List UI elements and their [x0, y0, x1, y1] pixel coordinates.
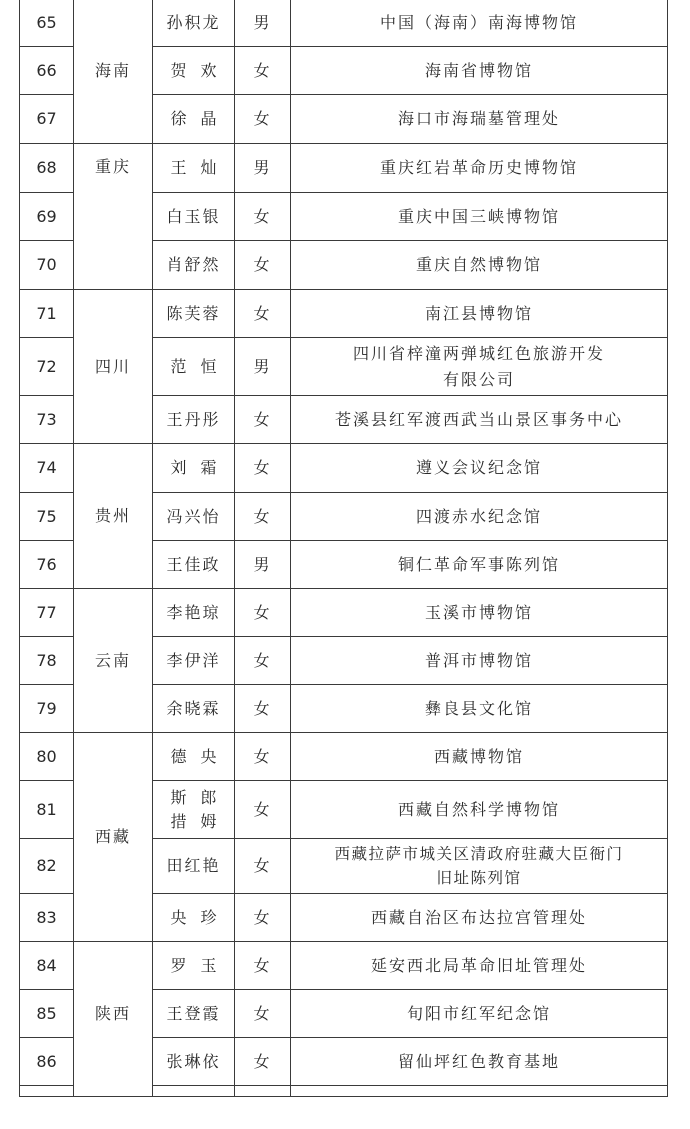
work-unit: 西藏自治区布达拉宫管理处: [291, 894, 668, 942]
row-number: 71: [20, 290, 74, 338]
gender: 女: [235, 95, 291, 144]
person-name: 孙积龙: [153, 0, 235, 47]
gender: 女: [235, 193, 291, 241]
person-name: 白玉银: [153, 193, 235, 241]
row-number: 65: [20, 0, 74, 47]
row-number: 80: [20, 733, 74, 781]
table-row: [20, 589, 668, 637]
person-name: 王佳政: [153, 541, 235, 589]
row-number: 86: [20, 1038, 74, 1086]
gender: 女: [235, 942, 291, 990]
work-unit: 南江县博物馆: [291, 290, 668, 338]
person-name: 李艳琼: [153, 589, 235, 637]
person-name: 王丹彤: [153, 396, 235, 444]
row-number: 68: [20, 144, 74, 193]
table-row: [20, 144, 668, 193]
work-unit-line-1: 四川省梓潼两弹城红色旅游开发: [352, 343, 605, 363]
work-unit: 普洱市博物馆: [291, 637, 668, 685]
person-name-line-2: 措姆: [170, 811, 231, 831]
region-cell: 四川: [74, 290, 153, 444]
gender: 男: [235, 144, 291, 193]
row-number: 76: [20, 541, 74, 589]
gender: 男: [235, 541, 291, 589]
person-name: [153, 781, 235, 839]
work-unit: 海南省博物馆: [291, 47, 668, 95]
row-number: 75: [20, 493, 74, 541]
work-unit: 铜仁革命军事陈列馆: [291, 541, 668, 589]
row-number: 79: [20, 685, 74, 733]
person-name: 肖舒然: [153, 241, 235, 290]
person-name: 徐晶: [153, 95, 235, 144]
gender: 男: [235, 338, 291, 396]
work-unit: 旬阳市红军纪念馆: [291, 990, 668, 1038]
work-unit: 留仙坪红色教育基地: [291, 1038, 668, 1086]
empty-cell: [153, 1086, 235, 1097]
row-number: 85: [20, 990, 74, 1038]
work-unit: 西藏自然科学博物馆: [291, 781, 668, 839]
person-name: 德央: [153, 733, 235, 781]
table-row: [20, 290, 668, 338]
work-unit: 玉溪市博物馆: [291, 589, 668, 637]
row-number: 77: [20, 589, 74, 637]
gender: 女: [235, 493, 291, 541]
gender: 女: [235, 839, 291, 894]
empty-cell: [235, 1086, 291, 1097]
gender: 女: [235, 781, 291, 839]
work-unit: 遵义会议纪念馆: [291, 444, 668, 493]
person-name: 刘霜: [153, 444, 235, 493]
work-unit: 海口市海瑞墓管理处: [291, 95, 668, 144]
gender: 女: [235, 685, 291, 733]
personnel-table: [19, 0, 668, 1097]
table-row: [20, 942, 668, 990]
row-number: 73: [20, 396, 74, 444]
gender: 女: [235, 47, 291, 95]
row-number: 70: [20, 241, 74, 290]
work-unit: 西藏博物馆: [291, 733, 668, 781]
empty-cell: [291, 1086, 668, 1097]
work-unit: 四渡赤水纪念馆: [291, 493, 668, 541]
gender: 女: [235, 733, 291, 781]
gender: 女: [235, 241, 291, 290]
person-name: 余晓霖: [153, 685, 235, 733]
region-cell: 云南: [74, 589, 153, 733]
gender: 女: [235, 894, 291, 942]
region-cell: 贵州: [74, 444, 153, 589]
row-number: 82: [20, 839, 74, 894]
work-unit: 重庆自然博物馆: [291, 241, 668, 290]
work-unit: 苍溪县红军渡西武当山景区事务中心: [291, 396, 668, 444]
empty-cell: [20, 1086, 74, 1097]
person-name: 央珍: [153, 894, 235, 942]
person-name: 冯兴怡: [153, 493, 235, 541]
person-name: 罗玉: [153, 942, 235, 990]
row-number: 69: [20, 193, 74, 241]
row-number: 84: [20, 942, 74, 990]
person-name: 王灿: [153, 144, 235, 193]
row-number: 78: [20, 637, 74, 685]
row-number: 72: [20, 338, 74, 396]
table-row: [20, 0, 668, 47]
gender: 男: [235, 0, 291, 47]
work-unit-line-2: 有限公司: [442, 369, 515, 389]
gender: 女: [235, 589, 291, 637]
work-unit: 重庆中国三峡博物馆: [291, 193, 668, 241]
row-number: 74: [20, 444, 74, 493]
row-number: 83: [20, 894, 74, 942]
work-unit: 延安西北局革命旧址管理处: [291, 942, 668, 990]
gender: 女: [235, 1038, 291, 1086]
person-name: 范恒: [153, 338, 235, 396]
region-cell: 重庆: [74, 144, 153, 290]
row-number: 67: [20, 95, 74, 144]
region-cell: 海南: [74, 0, 153, 144]
person-name: 王登霞: [153, 990, 235, 1038]
work-unit-line-1: 西藏拉萨市城关区清政府驻藏大臣衙门: [334, 845, 624, 863]
region-cell: 西藏: [74, 733, 153, 942]
person-name: 贺欢: [153, 47, 235, 95]
person-name: 李伊洋: [153, 637, 235, 685]
person-name: 田红艳: [153, 839, 235, 894]
personnel-table-container: [19, 0, 667, 1097]
gender: 女: [235, 990, 291, 1038]
person-name-line-1: 斯郎: [170, 787, 231, 807]
row-number: 81: [20, 781, 74, 839]
gender: 女: [235, 396, 291, 444]
work-unit-line-2: 旧址陈列馆: [436, 869, 522, 887]
table-row: [20, 733, 668, 781]
table-row: [20, 444, 668, 493]
person-name: 陈芙蓉: [153, 290, 235, 338]
gender: 女: [235, 290, 291, 338]
work-unit: 中国（海南）南海博物馆: [291, 0, 668, 47]
work-unit: 彝良县文化馆: [291, 685, 668, 733]
work-unit: 重庆红岩革命历史博物馆: [291, 144, 668, 193]
region-cell: 陕西: [74, 942, 153, 1097]
gender: 女: [235, 637, 291, 685]
person-name: 张琳依: [153, 1038, 235, 1086]
row-number: 66: [20, 47, 74, 95]
gender: 女: [235, 444, 291, 493]
work-unit: [291, 338, 668, 396]
work-unit: [291, 839, 668, 894]
